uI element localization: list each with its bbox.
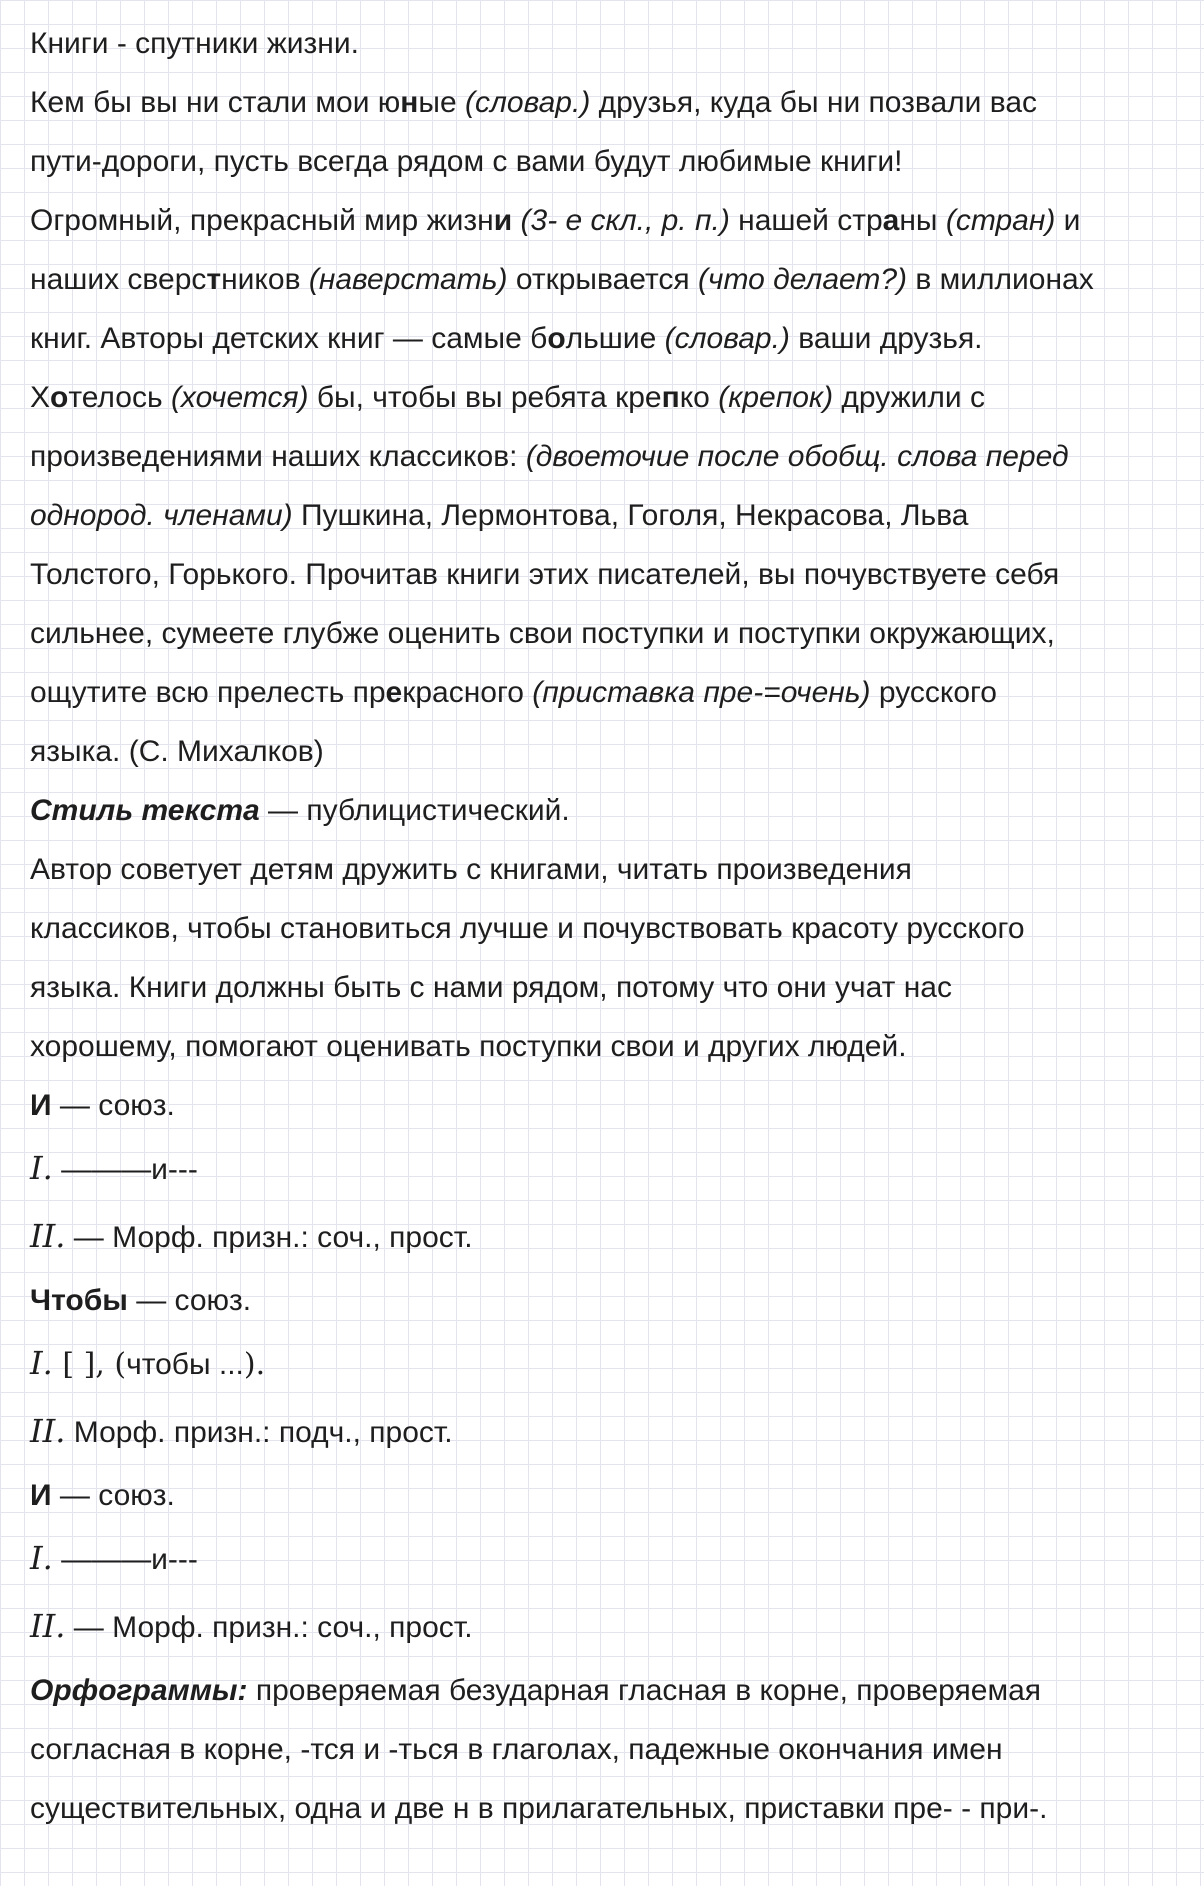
summary-line: Автор советует детям дружить с книгами, читать произведения [30, 853, 912, 886]
text-fragment: наших сверс [30, 263, 207, 296]
analysis-heading [30, 1271, 1190, 1330]
text-line [30, 309, 1190, 368]
spelling-letter: о [547, 322, 566, 355]
text-fragment: открывается [507, 263, 698, 296]
spelling-letter: о [50, 381, 69, 414]
text-fragment: в миллионах [907, 263, 1094, 296]
orthograms-label: Орфограммы: [30, 1674, 248, 1707]
text-fragment: телось [68, 381, 171, 414]
text-line: пути-дороги, пусть всегда рядом с вами будут любимые книги! [30, 145, 903, 178]
grammar-note: (что делает?) [697, 263, 908, 296]
grammar-note: (наверстать) [308, 263, 508, 296]
morph-text: — Морф. призн.: соч., прост. [65, 1611, 473, 1644]
text-line [30, 73, 1190, 132]
text-line [30, 191, 1190, 250]
analysis-heading [30, 1076, 1190, 1135]
text-style-label: Стиль текста [30, 794, 260, 827]
spelling-letter: н [400, 86, 419, 119]
grammar-note: (двоеточие после обобщ. слова перед [525, 440, 1069, 473]
sentence-scheme [30, 1135, 1190, 1203]
analysis-desc: — союз. [51, 1089, 175, 1122]
text-line [30, 663, 1190, 722]
morph-features [30, 1398, 1190, 1466]
text-fragment: Пушкина, Лермонтова, Гоголя, Некрасова, Льва [292, 499, 969, 532]
text-line [30, 427, 1190, 486]
text-fragment: нашей стр [729, 204, 883, 237]
grammar-note: (приставка пре-=очень) [532, 676, 871, 709]
text-line: сильнее, сумеете глубже оценить свои поступки и поступки окружающих, [30, 617, 1055, 650]
scheme-brackets: ). [243, 1347, 266, 1382]
text-line [30, 368, 1190, 427]
orthograms-line [30, 1661, 1190, 1720]
grammar-note: (стран) [945, 204, 1056, 237]
roman-numeral: II. [30, 1607, 66, 1645]
text-fragment: бы, чтобы вы ребята кре [308, 381, 662, 414]
text-style-value: — публицистический. [259, 794, 570, 827]
grammar-note: (3- е скл., р. п.) [520, 204, 730, 237]
text-fragment: Х [30, 381, 51, 414]
text-title: Книги - спутники жизни. [30, 27, 359, 60]
grammar-note: (словар.) [664, 322, 790, 355]
text-fragment: льшие [565, 322, 665, 355]
spelling-letter: т [206, 263, 222, 296]
summary-line: классиков, чтобы становиться лучше и почувствовать красоту русского [30, 912, 1025, 945]
spelling-letter: и [493, 204, 513, 237]
text-fragment: дружили с [833, 381, 986, 414]
text-fragment: ников [221, 263, 309, 296]
roman-numeral: II. [30, 1217, 66, 1255]
analysis-heading [30, 1466, 1190, 1525]
text-fragment: друзья, куда бы ни позвали вас [590, 86, 1038, 119]
analysis-desc: — союз. [127, 1284, 252, 1317]
text-fragment: русского [870, 676, 997, 709]
analysis-desc: — союз. [51, 1479, 175, 1512]
summary-line: хорошему, помогают оценивать поступки свои и других людей. [30, 1030, 907, 1063]
text-line [30, 250, 1190, 309]
analysis-word: И [30, 1089, 52, 1122]
grammar-note: (крепок) [718, 381, 834, 414]
scheme-brackets: [ ], ( [52, 1347, 127, 1382]
morph-features [30, 1203, 1190, 1271]
text-fragment: Кем бы вы ни стали мои ю [30, 86, 401, 119]
sentence-scheme [30, 1525, 1190, 1593]
orthograms-text: проверяемая безударная гласная в корне, проверяемая [247, 1674, 1042, 1707]
spelling-letter: а [882, 204, 900, 237]
roman-numeral: II. [30, 1412, 66, 1450]
roman-numeral: I. [30, 1539, 53, 1577]
grammar-note: (словар.) [465, 86, 591, 119]
roman-numeral: I. [30, 1149, 53, 1187]
scheme-text: чтобы ... [126, 1348, 244, 1381]
roman-numeral: I. [30, 1344, 53, 1382]
text-fragment: ваши друзья. [789, 322, 983, 355]
text-fragment: ые [418, 86, 466, 119]
text-line: языка. (С. Михалков) [30, 735, 324, 768]
analysis-word: Чтобы [30, 1284, 128, 1317]
orthograms-line: существительных, одна и две н в прилагательных, приставки пре- - при-. [30, 1792, 1048, 1825]
morph-features [30, 1593, 1190, 1661]
morph-text: — Морф. призн.: соч., прост. [65, 1221, 473, 1254]
text-fragment: Огромный, прекрасный мир жизн [30, 204, 494, 237]
text-line: Толстого, Горького. Прочитав книги этих писателей, вы почувствуете себя [30, 558, 1060, 591]
text-fragment: ощутите всю прелесть пр [30, 676, 386, 709]
scheme-text: ———и--- [52, 1153, 198, 1186]
text-line [30, 486, 1190, 545]
grammar-note: однород. членами) [30, 499, 293, 532]
text-style [30, 781, 1190, 840]
summary-line: языка. Книги должны быть с нами рядом, потому что они учат нас [30, 971, 952, 1004]
text-fragment: произведениями наших классиков: [30, 440, 526, 473]
solution-text [30, 14, 1190, 1838]
morph-text: Морф. призн.: подч., прост. [65, 1416, 453, 1449]
sentence-scheme [30, 1330, 1190, 1398]
scheme-text: ———и--- [52, 1543, 198, 1576]
analysis-word: И [30, 1479, 52, 1512]
spelling-letter: п [661, 381, 680, 414]
text-fragment: и [1055, 204, 1081, 237]
orthograms-line: согласная в корне, -тся и -ться в глаголах, падежные окончания имен [30, 1733, 1003, 1766]
text-fragment [512, 204, 520, 237]
text-fragment: ны [899, 204, 946, 237]
text-fragment: красного [402, 676, 533, 709]
grammar-note: (хочется) [170, 381, 309, 414]
spelling-letter: е [385, 676, 403, 709]
text-fragment: ко [679, 381, 719, 414]
text-fragment: книг. Авторы детских книг — самые б [30, 322, 548, 355]
